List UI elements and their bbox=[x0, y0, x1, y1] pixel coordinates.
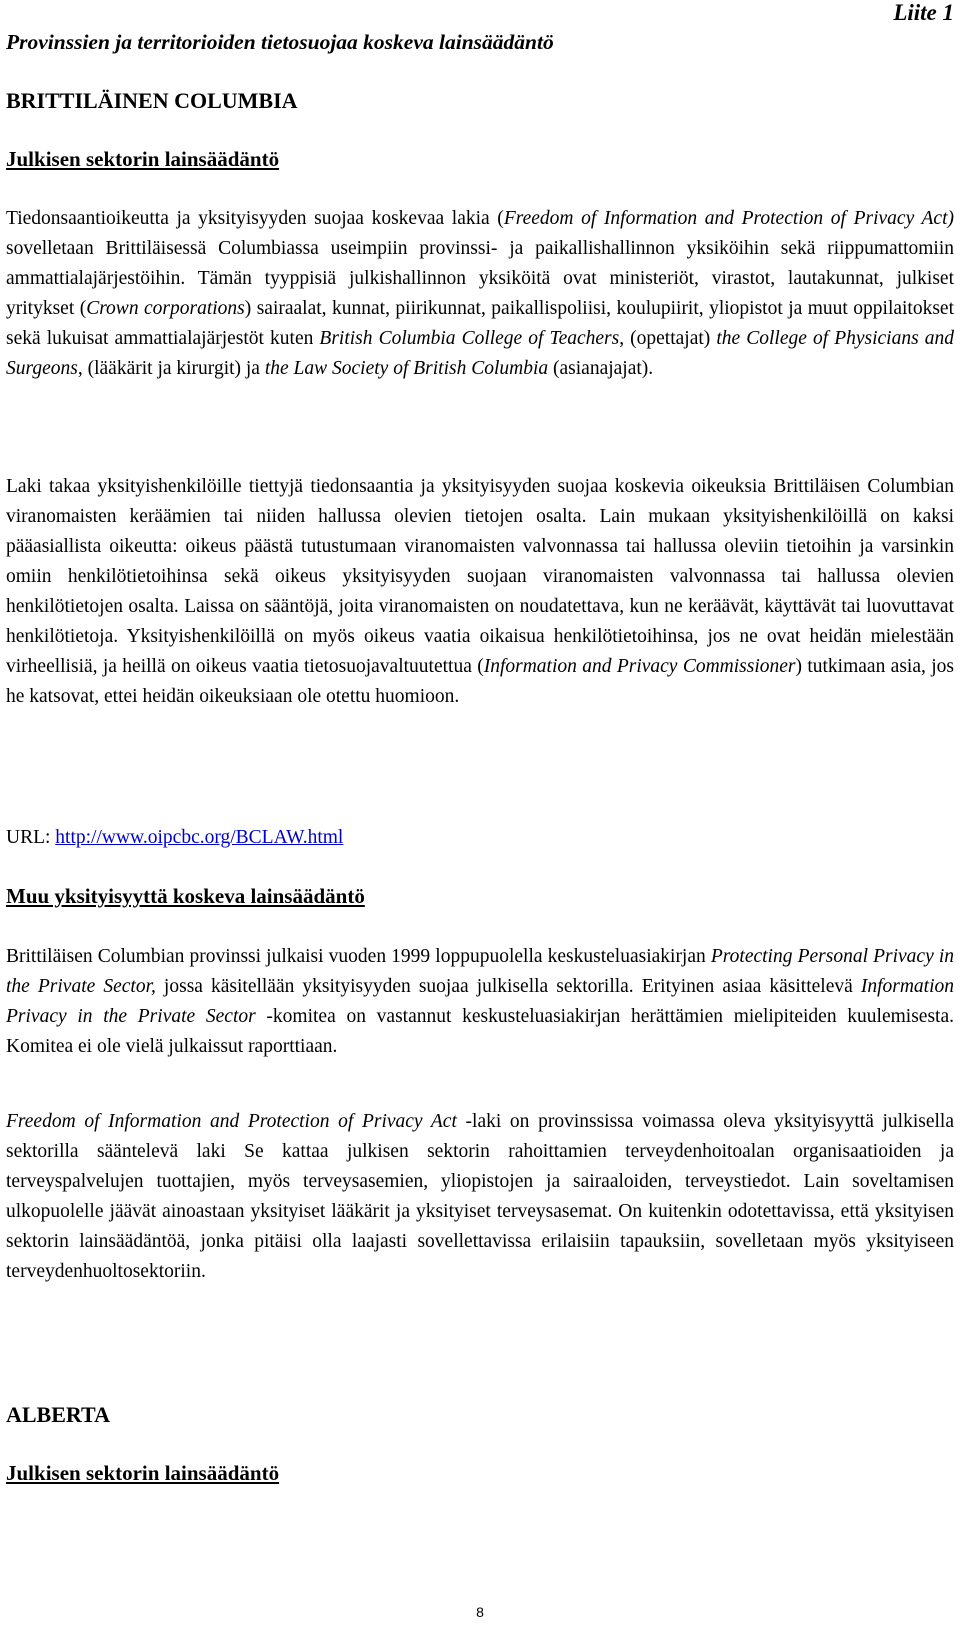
province-heading-bc: BRITTILÄINEN COLUMBIA bbox=[6, 88, 298, 113]
paragraph-bc-intro: Tiedonsaantioikeutta ja yksityisyyden suojaa koskevaa lakia (Freedom of Information and Protection of Privacy Act) sovelletaan Brittiläisessä Columbiassa useimpiin provinssi- ja paikallishallinnon yksiköihin sekä riippumattomiin ammattialajärjestöihin. Tämän tyyppisiä julkishallinnon yksiköitä ovat ministeriöt, virastot, lautakunnat, julkiset yritykset (Crown corporations) sairaalat, kunnat, piirikunnat, paikallispoliisi, koulupiirit, yliopistot ja muut oppilaitokset sekä lukuisat ammattialajärjestöt kuten British Columbia College of Teachers, (opettajat) the College of Physicians and Surgeons, (lääkärit ja kirurgit) ja the Law Society of British Columbia (asianajajat). bbox=[6, 208, 955, 379]
document-title: Provinssien ja territorioiden tietosuojaa koskeva lainsäädäntö bbox=[6, 30, 554, 54]
appendix-label: Liite 1 bbox=[893, 0, 954, 25]
province-heading-alberta: ALBERTA bbox=[6, 1402, 110, 1427]
paragraph-bc-private: Brittiläisen Columbian provinssi julkaisi vuoden 1999 loppupuolella keskusteluasiakirjan Protecting Personal Privacy in the Private Sector, jossa käsitellään yksityisyyden suojaa julkisella sektorilla. Erityinen asiaa käsittelevä Information Privacy in the Private Sector -komitea on vastannut keskusteluasiakirjan herättämien mielipiteiden kuulemisesta. Komitea ei ole vielä julkaissut raporttiaan. bbox=[6, 946, 955, 1057]
section-heading-public-alberta: Julkisen sektorin lainsäädäntö bbox=[6, 1461, 280, 1485]
url-line: URL: http://www.oipcbc.org/BCLAW.html bbox=[6, 827, 344, 848]
page-number: 8 bbox=[476, 1604, 484, 1620]
section-heading-other-bc: Muu yksityisyyttä koskeva lainsäädäntö bbox=[6, 884, 365, 908]
paragraph-bc-rights: Laki takaa yksityishenkilöille tiettyjä tiedonsaantia ja yksityisyyden suojaa koskevia oikeuksia Brittiläisen Columbian viranomaisten keräämien tai niiden hallussa olevien tietojen osalta. Lain mukaan yksityishenkilöillä on kaksi pääasiallista oikeutta: oikeus päästä tutustumaan viranomaisten valvonnassa tai hallussa oleviin tietoihin ja varsinkin omiin henkilötietoihinsa sekä oikeus yksityisyyden suojaan viranomaisten valvonnassa tai hallussa olevien henkilötietojen osalta. Laissa on sääntöjä, joita viranomaisten on noudatettava, kun ne keräävät, käyttävät tai luovuttavat henkilötietoja. Yksityishenkilöillä on myös oikeus vaatia oikaisua henkilötietoihinsa, jos ne ovat heidän mielestään virheellisiä, ja heillä on oikeus vaatia tietosuojavaltuutettua (Information and Privacy Commissioner) tutkimaan asia, jos he katsovat, ettei heidän oikeuksiaan ole otettu huomioon. bbox=[6, 476, 954, 707]
url-link[interactable]: http://www.oipcbc.org/BCLAW.html bbox=[55, 827, 344, 848]
section-heading-public-bc: Julkisen sektorin lainsäädäntö bbox=[6, 147, 280, 171]
paragraph-bc-health: Freedom of Information and Protection of Privacy Act -laki on provinssissa voimassa oleva yksityisyyttä julkisella sektorilla sääntelevä laki Se kattaa julkisen sektorin rahoittamien terveydenhoitoalan organisaatioiden ja terveyspalvelujen tuottajien, myös terveysasemien, yliopistojen ja sairaaloiden, terveystiedot. Lain soveltamisen ulkopuolelle jäävät ainoastaan yksityiset lääkärit ja yksityiset terveysasemat. On kuitenkin odotettavissa, että yksityisen sektorin lainsäädäntöä, jonka pitäisi olla laajasti sovellettavissa erilaisiin tapauksiin, sovelletaan myös yksityiseen terveydenhuoltosektoriin. bbox=[6, 1111, 954, 1282]
